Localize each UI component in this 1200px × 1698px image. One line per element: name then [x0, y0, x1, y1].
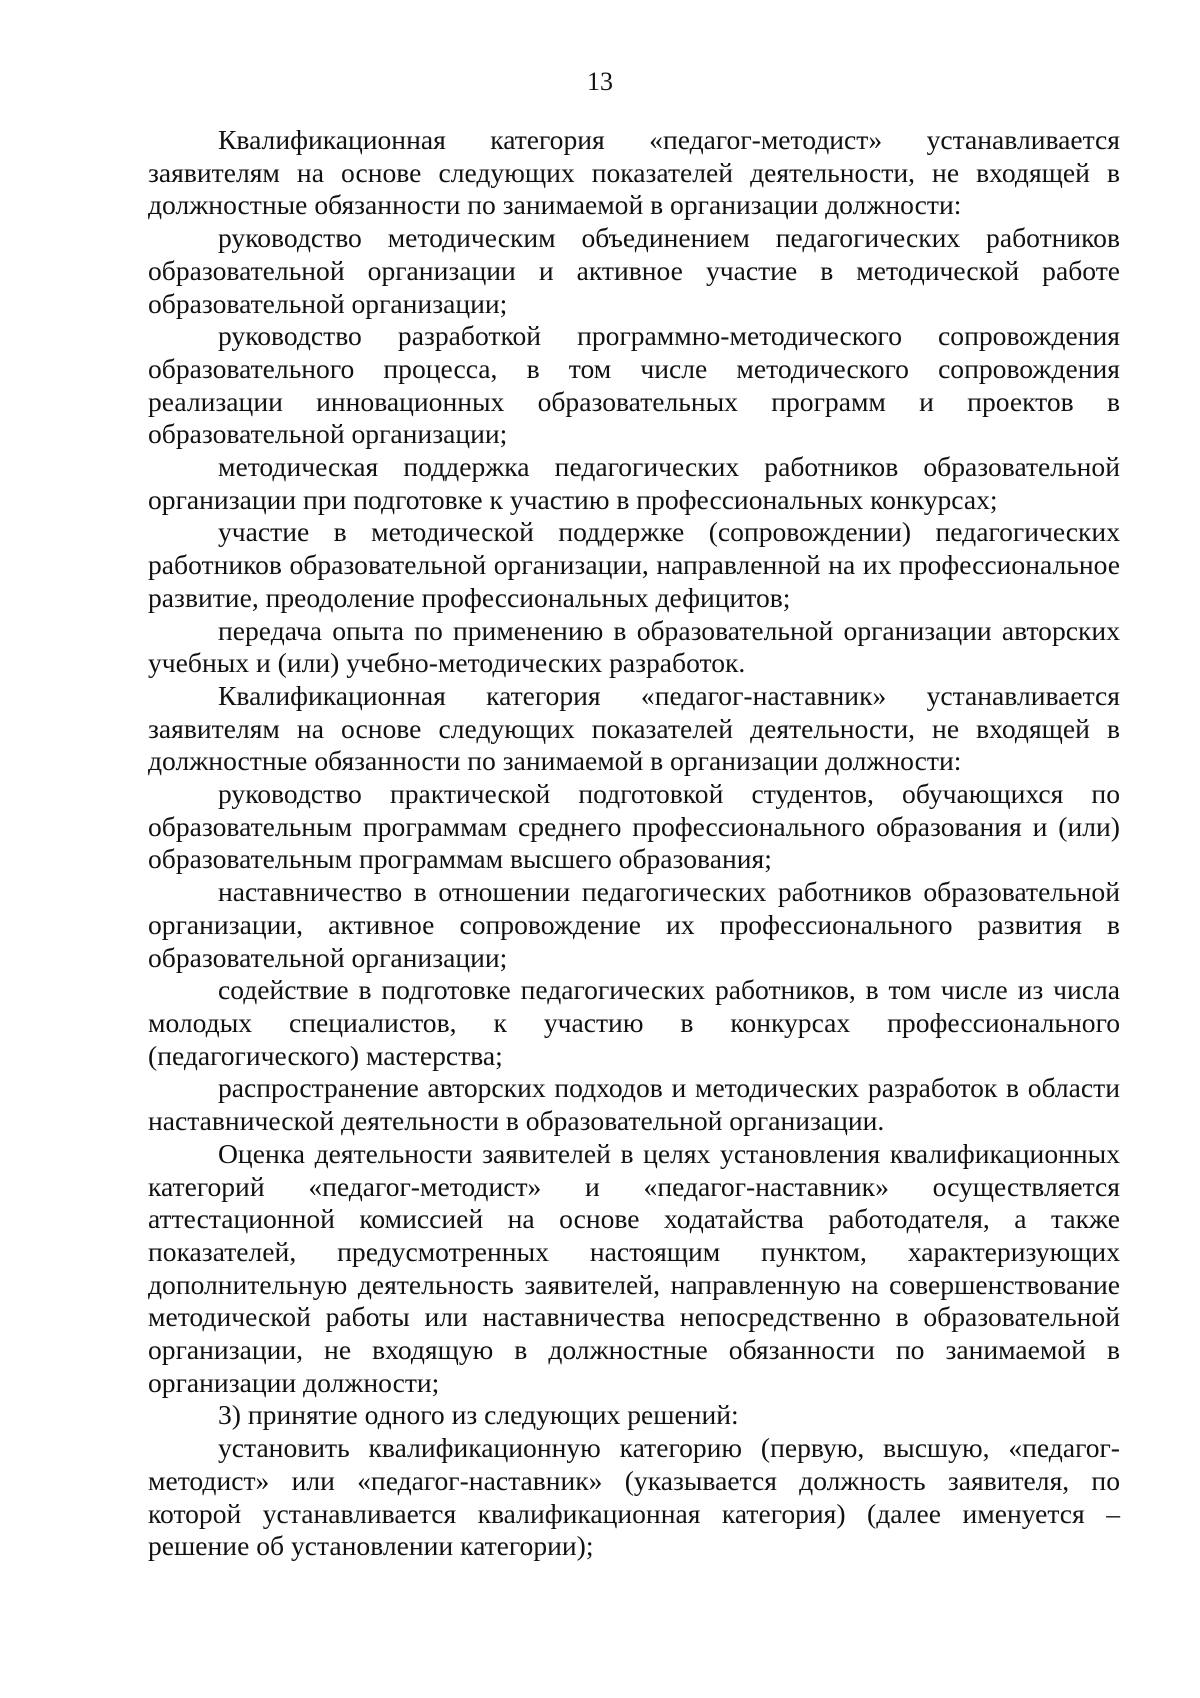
paragraph: руководство разработкой программно-методического сопровождения образовательного процесса, в том числе методического сопровождения реализации инновационных образовательных программ и проектов в образовательной организации;: [148, 320, 1120, 450]
paragraph: Оценка деятельности заявителей в целях установления квалификационных категорий «педагог-методист» и «педагог-наставник» осуществляется аттестационной комиссией на основе ходатайства работодателя, а также показателей, предусмотренных настоящим пунктом, характеризующих дополнительную деятельность заявителей, направленную на совершенствование методической работы или наставничества непосредственно в образовательной организации, не входящую в должностные обязанности по занимаемой в организации должности;: [148, 1137, 1120, 1398]
paragraph: 3) принятие одного из следующих решений:: [218, 1399, 739, 1431]
paragraph: Квалификационная категория «педагог-методист» устанавливается заявителям на основе следующих показателей деятельности, не входящей в должностные обязанности по занимаемой в организации должности:: [148, 124, 1120, 221]
paragraph: распространение авторских подходов и методических разработок в области наставнической деятельности в образовательной организации.: [148, 1072, 1120, 1137]
paragraph: участие в методической поддержке (сопровождении) педагогических работников образовательной организации, направленной на их профессиональное развитие, преодоление профессиональных дефицитов;: [148, 516, 1120, 613]
paragraph: содействие в подготовке педагогических работников, в том числе из числа молодых специалистов, к участию в конкурсах профессионального (педагогического) мастерства;: [148, 974, 1120, 1071]
paragraph: передача опыта по применению в образовательной организации авторских учебных и (или) учебно-методических разработок.: [148, 614, 1120, 679]
paragraph: установить квалификационную категорию (первую, высшую, «педагог-методист» или «педагог-наставник» (указывается должность заявителя, по которой устанавливается квалификационная категория) (далее именуется – решение об установлении категории);: [148, 1432, 1120, 1562]
paragraph: руководство методическим объединением педагогических работников образовательной организации и активное участие в методической работе образовательной организации;: [148, 222, 1120, 319]
paragraph: методическая поддержка педагогических работников образовательной организации при подготовке к участию в профессиональных конкурсах;: [148, 451, 1120, 515]
paragraph: Квалификационная категория «педагог-наставник» устанавливается заявителям на основе следующих показателей деятельности, не входящей в должностные обязанности по занимаемой в организации должности:: [148, 679, 1120, 777]
paragraph: руководство практической подготовкой студентов, обучающихся по образовательным программам среднего профессионального образования и (или) образовательным программам высшего образования;: [148, 778, 1120, 875]
page-number: 13: [587, 67, 613, 96]
paragraph: наставничество в отношении педагогических работников образовательной организации, активное сопровождение их профессионального развития в образовательной организации;: [148, 876, 1120, 973]
document-body: [148, 124, 1120, 1563]
